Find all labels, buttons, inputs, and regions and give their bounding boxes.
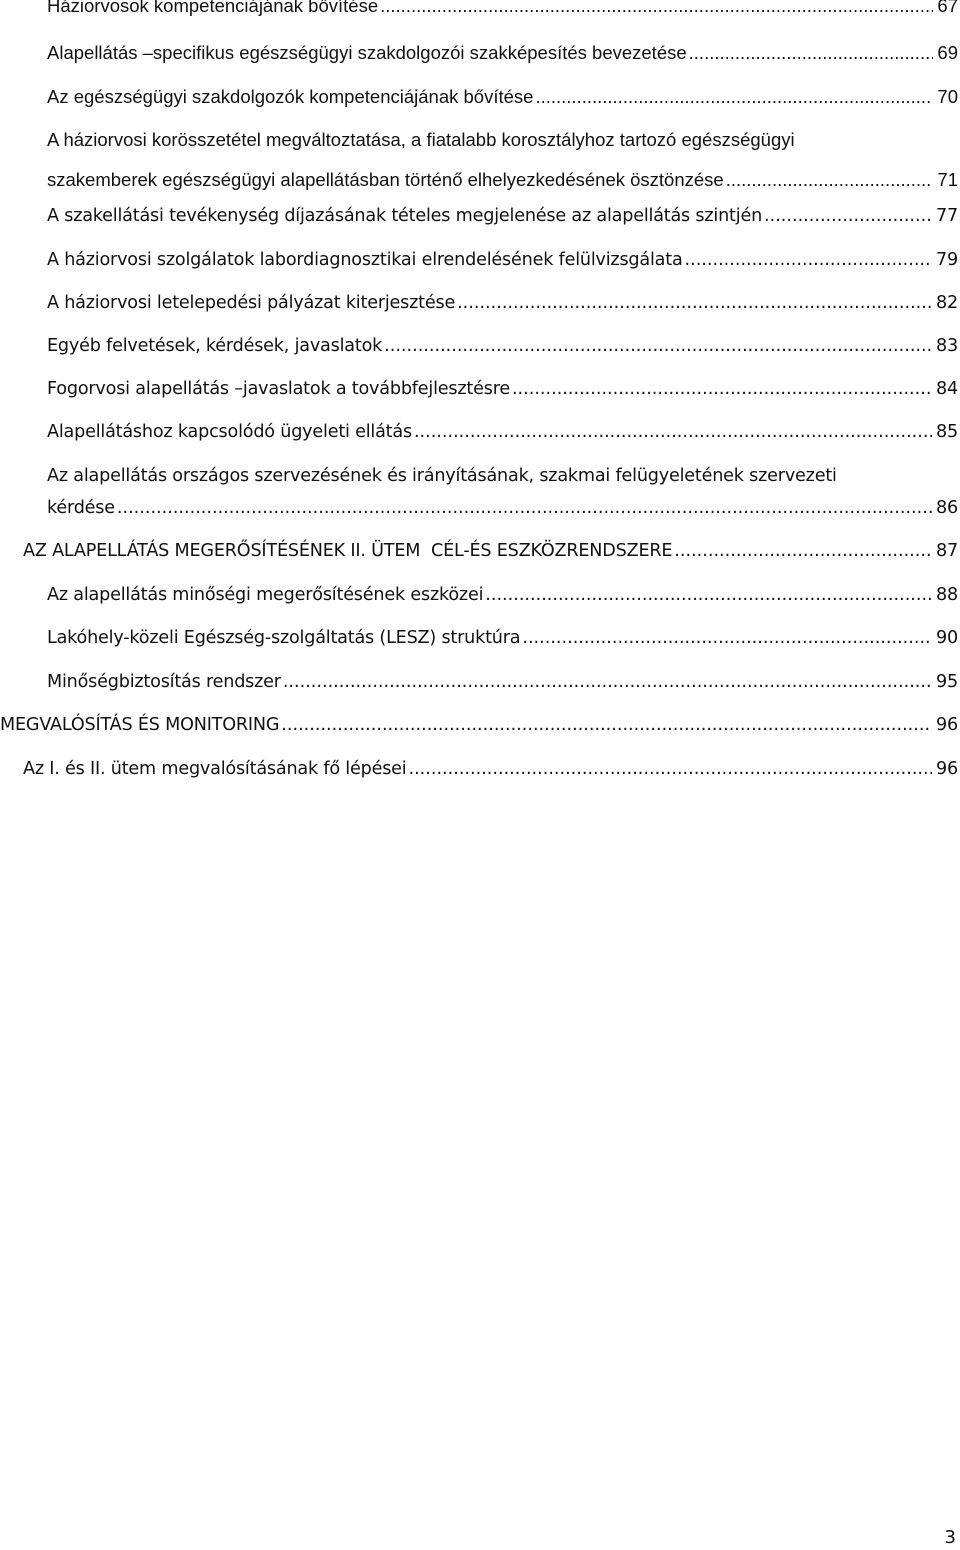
toc-entry-title: kérdése xyxy=(47,498,115,518)
toc-dot-leader xyxy=(674,539,932,563)
toc-entry-title: A háziorvosi letelepedési pályázat kiterjesztése xyxy=(47,293,456,313)
toc-entry-title: Lakóhely-közeli Egészség-szolgáltatás (LESZ) struktúra xyxy=(47,628,521,648)
toc-entry-title: A szakellátási tevékenység díjazásának tételes megjelenése az alapellátás szintjén xyxy=(47,206,763,226)
toc-dot-leader xyxy=(457,291,932,315)
toc-entry-title: Az I. és II. ütem megvalósításának fő lépései xyxy=(23,759,407,779)
toc-entry-page: 83 xyxy=(936,336,958,356)
toc-entry[interactable] xyxy=(0,670,958,694)
toc-entry-title-line1: Az alapellátás országos szervezésének és irányításának, szakmai felügyeletének szervezeti xyxy=(47,466,837,486)
toc-entry-title: Az alapellátás minőségi megerősítésének eszközei xyxy=(47,585,484,605)
toc-entry-page: 69 xyxy=(937,42,958,63)
toc-entry[interactable] xyxy=(0,85,958,109)
toc-entry-title: AZ ALAPELLÁTÁS MEGERŐSÍTÉSÉNEK II. ÜTEM CÉL-ÉS ESZKÖZRENDSZERE xyxy=(23,541,673,561)
toc-entry-title: A háziorvosi szolgálatok labordiagnosztikai elrendelésének felülvizsgálata xyxy=(47,250,683,270)
toc-dot-leader xyxy=(512,377,932,401)
toc-dot-leader xyxy=(689,41,934,65)
toc-entry-page: 67 xyxy=(937,0,958,16)
toc-dot-leader xyxy=(535,85,933,109)
toc-entry-title: Háziorvosok kompetenciájának bővítése xyxy=(47,0,379,16)
toc-entry-page: 88 xyxy=(936,585,958,605)
toc-entry-page: 86 xyxy=(936,498,958,518)
toc-entry-title: Minőségbiztosítás rendszer xyxy=(47,672,281,692)
toc-dot-leader xyxy=(117,496,932,520)
toc-entry[interactable] xyxy=(0,539,958,563)
toc-dot-leader xyxy=(522,626,932,650)
toc-entry-page: 90 xyxy=(936,628,958,648)
toc-dot-leader xyxy=(414,420,932,444)
toc-entry-page: 87 xyxy=(936,541,958,561)
toc-entry-title: Fogorvosi alapellátás –javaslatok a továbbfejlesztésre xyxy=(47,379,510,399)
toc-dot-leader xyxy=(384,334,932,358)
toc-entry[interactable] xyxy=(0,0,958,18)
toc-entry-page: 96 xyxy=(936,715,958,735)
toc-dot-leader xyxy=(685,248,932,272)
toc-entry[interactable] xyxy=(0,41,958,65)
toc-entry[interactable] xyxy=(0,420,958,444)
toc-entry-page: 71 xyxy=(937,169,958,190)
toc-entry-page: 77 xyxy=(936,206,958,226)
toc-entry-title: szakemberek egészségügyi alapellátásban történő elhelyezkedésének ösztönzése xyxy=(47,169,724,190)
toc-entry-title: Alapellátás –specifikus egészségügyi szakdolgozói szakképesítés bevezetése xyxy=(47,42,687,63)
toc-entry-title: Az egészségügyi szakdolgozók kompetenciájának bővítése xyxy=(47,86,534,107)
toc-entry[interactable] xyxy=(0,713,958,737)
toc-dot-leader xyxy=(283,670,932,694)
toc-entry[interactable] xyxy=(0,291,958,315)
toc-entry-title: Alapellátáshoz kapcsolódó ügyeleti ellátás xyxy=(47,422,412,442)
toc-dot-leader xyxy=(409,757,933,781)
toc-entry-page: 82 xyxy=(936,293,958,313)
toc-dot-leader xyxy=(281,713,932,737)
toc-entry-title: MEGVALÓSÍTÁS ÉS MONITORING xyxy=(0,715,280,735)
toc-dot-leader xyxy=(726,168,934,192)
toc-entry-page: 79 xyxy=(936,250,958,270)
toc-dot-leader xyxy=(485,583,932,607)
toc-entry[interactable] xyxy=(0,583,958,607)
toc-entry[interactable] xyxy=(0,128,958,192)
toc-entry[interactable] xyxy=(0,757,958,781)
toc-entry-page: 70 xyxy=(937,86,958,107)
toc-entry-title: Egyéb felvetések, kérdések, javaslatok xyxy=(47,336,383,356)
toc-entry-page: 85 xyxy=(936,422,958,442)
toc-entry-title-line1: A háziorvosi korösszetétel megváltoztatása, a fiatalabb korosztályhoz tartozó egészségügyi xyxy=(47,129,795,150)
toc-entry[interactable] xyxy=(0,248,958,272)
toc-entry[interactable] xyxy=(0,377,958,401)
toc-dot-leader xyxy=(764,204,932,228)
toc-entry-page: 96 xyxy=(936,759,958,779)
toc-entry-page: 95 xyxy=(936,672,958,692)
toc-entry[interactable] xyxy=(0,626,958,650)
toc-entry[interactable] xyxy=(0,334,958,358)
toc-dot-leader xyxy=(380,0,933,18)
toc-entry[interactable] xyxy=(0,464,958,520)
toc-entry-page: 84 xyxy=(936,379,958,399)
page-number: 3 xyxy=(944,1527,956,1548)
toc-entry[interactable] xyxy=(0,204,958,228)
